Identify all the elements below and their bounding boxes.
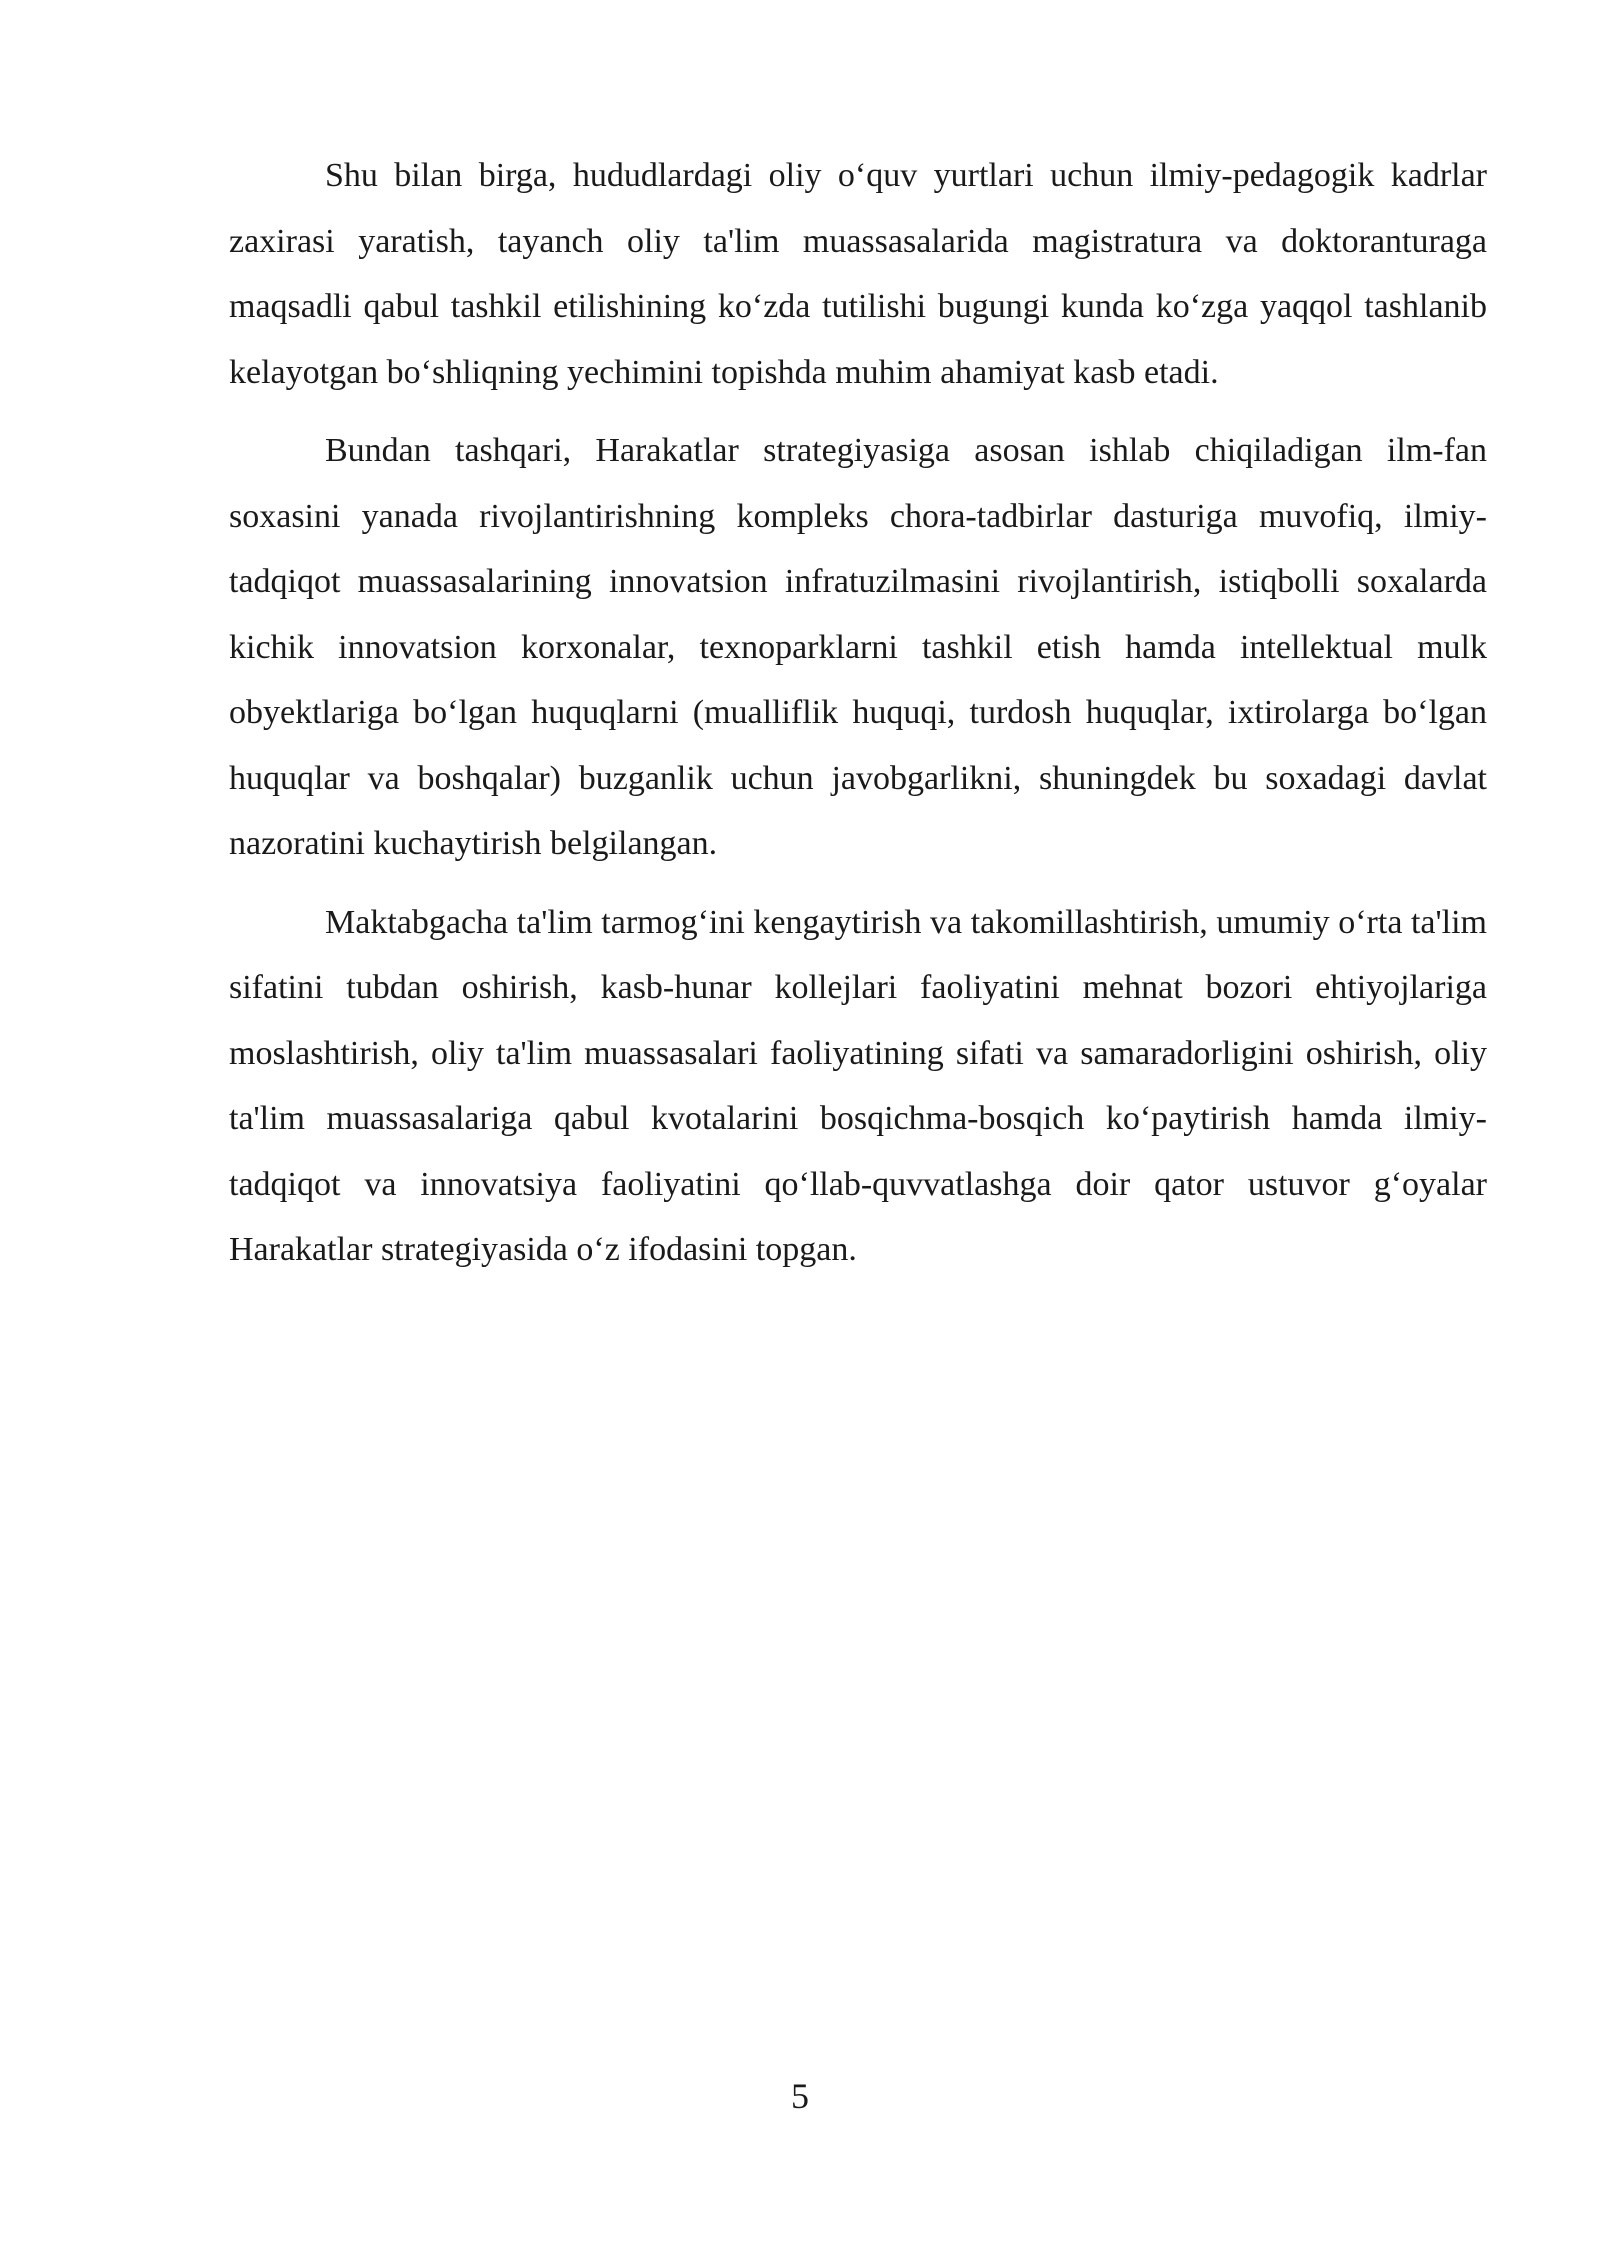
page-number: 5 xyxy=(791,2076,809,2116)
paragraph-1: Shu bilan birga, hududlardagi oliy o‘quv yurtlari uchun ilmiy-pedagogik kadrlar zaxirasi yaratish, tayanch oliy ta'lim muassasalarida magistratura va doktoranturaga maqsadli qabul tashkil etilishining ko‘zda tutilishi bugungi kunda ko‘zga yaqqol tashlanib kelayotgan bo‘shliqning yechimini topishda muhim ahamiyat kasb etadi. xyxy=(229,157,1487,391)
paragraph-2: Bundan tashqari, Harakatlar strategiyasiga asosan ishlab chiqiladigan ilm-fan soxasini yanada rivojlantirishning kompleks chora-tadbirlar dasturiga muvofiq, ilmiy-tadqiqot muassasalarining innovatsion infratuzilmasini rivojlantirish, istiqbolli soxalarda kichik innovatsion korxonalar, texnoparklarni tashkil etish hamda intellektual mulk obyektlariga bo‘lgan huquqlarni (mualliflik huquqi, turdosh huquqlar, ixtirolarga bo‘lgan huquqlar va boshqalar) buzganlik uchun javobgarlikni, shuningdek bu soxadagi davlat nazoratini kuchaytirish belgilangan. xyxy=(229,432,1487,862)
body-text xyxy=(229,143,1487,1296)
paragraph-3: Maktabgacha ta'lim tarmog‘ini kengaytirish va takomillashtirish, umumiy o‘rta ta'lim sifatini tubdan oshirish, kasb-hunar kollejlari faoliyatini mehnat bozori ehtiyojlariga moslashtirish, oliy ta'lim muassasalari faoliyatining sifati va samaradorligini oshirish, oliy ta'lim muassasalariga qabul kvotalarini bosqichma-bosqich ko‘paytirish hamda ilmiy-tadqiqot va innovatsiya faoliyatini qo‘llab-quvvatlashga doir qator ustuvor g‘oyalar Harakatlar strategiyasida o‘z ifodasini topgan. xyxy=(229,903,1487,1268)
